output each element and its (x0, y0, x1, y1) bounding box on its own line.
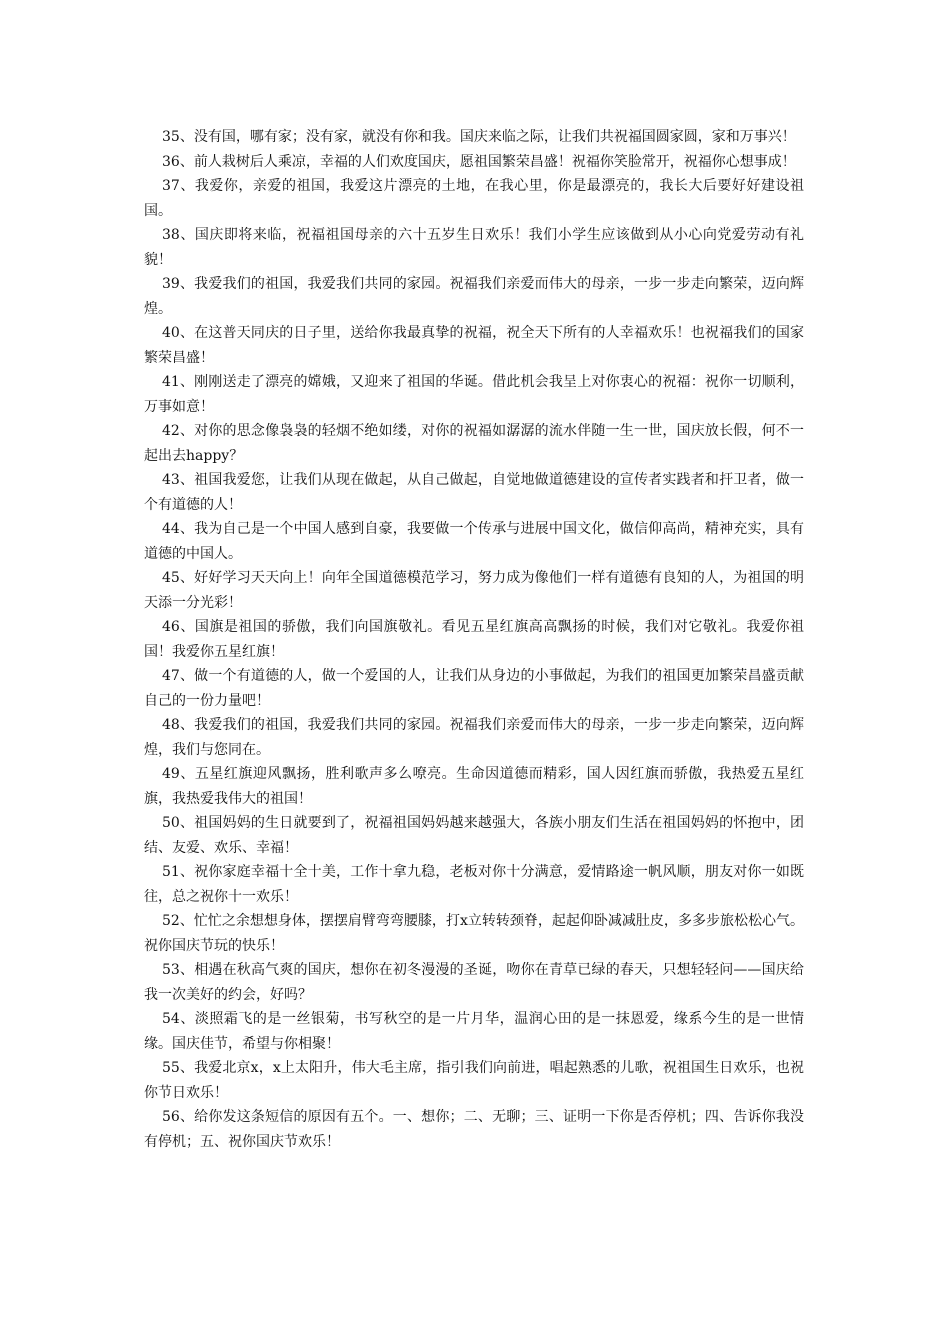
paragraph-44: 44、我为自己是一个中国人感到自豪，我要做一个传承与进展中国文化，做信仰高尚，精神充实，具有道德的中国人。 (144, 521, 804, 562)
paragraph-52: 52、忙忙之余想想身体，摆摆肩臂弯弯腰膝，打x立转转颈脊，起起仰卧减减肚皮，多多步旅松松心气。祝你国庆节玩的快乐！ (144, 913, 804, 954)
paragraph-51: 51、祝你家庭幸福十全十美，工作十拿九稳，老板对你十分满意，爱情路途一帆风顺，朋友对你一如既往，总之祝你十一欢乐！ (144, 864, 804, 905)
paragraph-38: 38、国庆即将来临，祝福祖国母亲的六十五岁生日欢乐！我们小学生应该做到从小心向党爱劳动有礼貌！ (144, 227, 804, 268)
paragraph-39: 39、我爱我们的祖国，我爱我们共同的家园。祝福我们亲爱而伟大的母亲，一步一步走向繁荣，迈向辉煌。 (144, 276, 804, 317)
paragraph-37: 37、我爱你，亲爱的祖国，我爱这片漂亮的土地，在我心里，你是最漂亮的，我长大后要好好建设祖国。 (144, 178, 804, 219)
paragraph-53: 53、相遇在秋高气爽的国庆，想你在初冬漫漫的圣诞，吻你在青草已绿的春天，只想轻轻问——国庆给我一次美好的约会，好吗？ (144, 962, 804, 1003)
paragraph-55: 55、我爱北京x，x上太阳升，伟大毛主席，指引我们向前进，唱起熟悉的儿歌，祝祖国生日欢乐，也祝你节日欢乐！ (144, 1060, 804, 1101)
document-body (144, 125, 804, 1154)
paragraph-54: 54、淡照霜飞的是一丝银菊，书写秋空的是一片月华，温润心田的是一抹恩爱，缘系今生的是一世情缘。国庆佳节，希望与你相聚！ (144, 1011, 804, 1052)
paragraph-46: 46、国旗是祖国的骄傲，我们向国旗敬礼。看见五星红旗高高飘扬的时候，我们对它敬礼。我爱你祖国！我爱你五星红旗！ (144, 619, 804, 660)
paragraph-35: 35、没有国，哪有家；没有家，就没有你和我。国庆来临之际，让我们共祝福国圆家圆，家和万事兴！ (162, 129, 796, 145)
paragraph-48: 48、我爱我们的祖国，我爱我们共同的家园。祝福我们亲爱而伟大的母亲，一步一步走向繁荣，迈向辉煌，我们与您同在。 (144, 717, 804, 758)
paragraph-40: 40、在这普天同庆的日子里，送给你我最真挚的祝福，祝全天下所有的人幸福欢乐！也祝福我们的国家繁荣昌盛！ (144, 325, 804, 366)
paragraph-56: 56、给你发这条短信的原因有五个。一、想你；二、无聊；三、证明一下你是否停机；四、告诉你我没有停机；五、祝你国庆节欢乐！ (144, 1109, 804, 1150)
paragraph-36: 36、前人栽树后人乘凉，幸福的人们欢度国庆，愿祖国繁荣昌盛！祝福你笑脸常开，祝福你心想事成！ (162, 153, 796, 170)
paragraph-49: 49、五星红旗迎风飘扬，胜利歌声多么嘹亮。生命因道德而精彩，国人因红旗而骄傲，我热爱五星红旗，我热爱我伟大的祖国！ (144, 766, 804, 807)
paragraph-50: 50、祖国妈妈的生日就要到了，祝福祖国妈妈越来越强大，各族小朋友们生活在祖国妈妈的怀抱中，团结、友爱、欢乐、幸福！ (144, 815, 804, 856)
paragraph-43: 43、祖国我爱您，让我们从现在做起，从自己做起，自觉地做道德建设的宣传者实践者和扞卫者，做一个有道德的人！ (144, 472, 804, 513)
paragraph-45: 45、好好学习天天向上！向年全国道德模范学习，努力成为像他们一样有道德有良知的人，为祖国的明天添一分光彩！ (144, 570, 804, 611)
paragraph-41: 41、刚刚送走了漂亮的嫦娥，又迎来了祖国的华诞。借此机会我呈上对你衷心的祝福：祝你一切顺利，万事如意！ (144, 374, 804, 415)
paragraph-47: 47、做一个有道德的人，做一个爱国的人，让我们从身边的小事做起，为我们的祖国更加繁荣昌盛贡献自己的一份力量吧！ (144, 668, 804, 709)
paragraph-42: 42、对你的思念像袅袅的轻烟不绝如缕，对你的祝福如潺潺的流水伴随一生一世，国庆放长假，何不一起出去happy？ (144, 423, 804, 464)
